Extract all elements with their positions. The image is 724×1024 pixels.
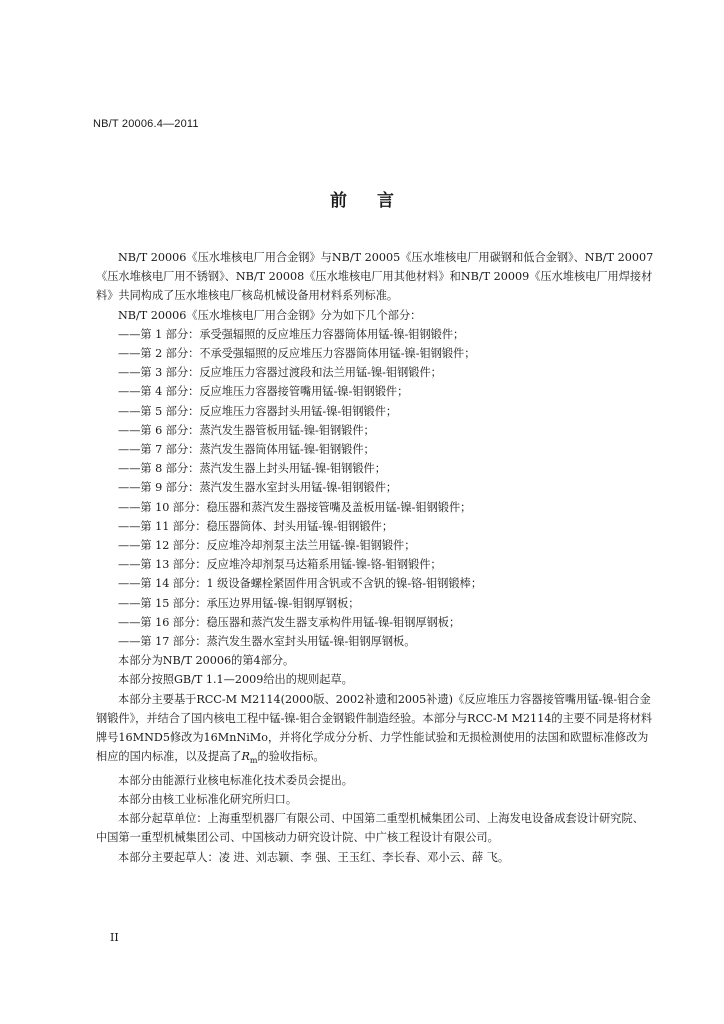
part-item: ——第 7 部分：蒸汽发生器筒体用锰-镍-钼钢锻件； [118, 443, 375, 457]
parts-list [96, 325, 654, 651]
part-item: ——第 4 部分：反应堆压力容器接管嘴用锰-镍-钼钢锻件； [118, 385, 409, 399]
part-item: ——第 9 部分：蒸汽发生器水室封头用锰-镍-钼钢锻件； [118, 481, 398, 495]
part-item: ——第 2 部分：不承受强辐照的反应堆压力容器筒体用锰-镍-钼钢锻件； [118, 347, 476, 361]
intro-paragraph: NB/T 20006《压水堆核电厂用合金钢》与NB/T 20005《压水堆核电厂用碳钢和低合金钢》、NB/T 20007《压水堆核电厂用不锈钢》、NB/T 20008《压水堆核电厂用其他材料》和NB/T 20009《压水堆核电厂用焊接材料》共同构成了压水堆核电厂核岛机械设备用材料系列标准。 [96, 251, 654, 303]
part-item: ——第 10 部分：稳压器和蒸汽发生器接管嘴及盖板用锰-镍-钼钢锻件； [118, 500, 472, 514]
drafting-units-paragraph: 本部分起草单位：上海重型机器厂有限公司、中国第二重型机械集团公司、上海发电设备成套设计研究院、中国第一重型机械集团公司、中国核动力研究设计院、中广核工程设计有限公司。 [96, 812, 644, 845]
foreword-body [96, 248, 654, 867]
part-item: ——第 11 部分：稳压器筒体、封头用锰-镍-钼钢锻件； [118, 519, 394, 533]
standard-code: NB/T 20006.4—2011 [93, 118, 199, 130]
part-item: ——第 14 部分：1 级设备螺栓紧固件用含钒或不含钒的镍-铬-钼钢锻棒； [118, 577, 483, 591]
managed-by-paragraph: 本部分由核工业标准化研究所归口。 [118, 792, 298, 806]
part-item: ——第 13 部分：反应堆冷却剂泵马达箱系用锰-镍-铬-钼钢锻件； [118, 558, 442, 572]
part-item: ——第 16 部分：稳压器和蒸汽发生器支承构件用锰-镍-钼钢厚钢板； [118, 615, 461, 629]
part-item: ——第 15 部分：承压边界用锰-镍-钼钢厚钢板； [118, 596, 360, 610]
based-on-text: 本部分主要基于RCC-M M2114(2000版、2002补遗和2005补遗)《反应堆压力容器接管嘴用锰-镍-钼合金钢锻件》，并结合了国内核电工程中锰-镍-钼合金钢锻件制造经验。本部分与RCC-M M2114的主要不同是将材料牌号16MND5修改为16MnNiMo，并将化学成分分析、力学性能试验和无损检测使用的法国和欧盟标准修改为相应的国内标准，以及提高了 [96, 692, 653, 764]
part-item: ——第 8 部分：蒸汽发生器上封头用锰-镍-钼钢锻件； [118, 462, 386, 476]
part-item: ——第 5 部分：反应堆压力容器封头用锰-镍-钼钢锻件； [118, 404, 398, 418]
drafting-rules-paragraph: 本部分按照GB/T 1.1—2009给出的规则起草。 [118, 673, 353, 687]
part-item: ——第 17 部分：蒸汽发生器水室封头用锰-镍-钼钢厚钢板。 [118, 635, 416, 649]
part-item: ——第 12 部分：反应堆冷却剂泵主法兰用锰-镍-钼钢锻件； [118, 539, 416, 553]
based-on-paragraph [96, 690, 654, 771]
parts-intro: NB/T 20006《压水堆核电厂用合金钢》分为如下几个部分： [118, 308, 422, 322]
rm-subscript: m [249, 756, 258, 766]
page-title [0, 186, 724, 211]
page-number: II [110, 931, 119, 944]
part-item: ——第 1 部分：承受强辐照的反应堆压力容器筒体用锰-镍-钼钢锻件； [118, 327, 465, 341]
drafters-paragraph: 本部分主要起草人：凌 进、刘志颖、李 强、王玉红、李长春、邓小云、薛 飞。 [118, 850, 510, 864]
based-on-text-end: 的验收指标。 [257, 750, 325, 764]
proposed-by-paragraph: 本部分由能源行业核电标准化技术委员会提出。 [118, 773, 353, 787]
part-item: ——第 3 部分：反应堆压力容器过渡段和法兰用锰-镍-钼钢锻件； [118, 366, 442, 380]
title-char-2: 言 [377, 191, 394, 211]
rm-symbol: R [241, 750, 250, 764]
part-item: ——第 6 部分：蒸汽发生器管板用锰-镍-钼钢锻件； [118, 423, 375, 437]
title-char-1: 前 [330, 191, 347, 211]
this-part-paragraph: 本部分为NB/T 20006的第4部分。 [118, 654, 295, 668]
